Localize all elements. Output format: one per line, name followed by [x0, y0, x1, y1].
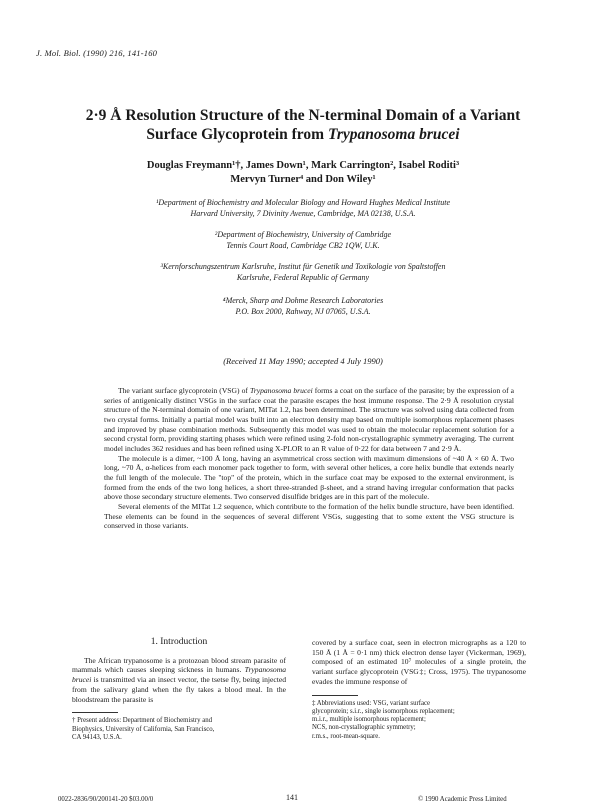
footnote-abbreviations: [312, 700, 526, 741]
paper-title: [70, 106, 536, 144]
footnote-line: ‡ Abbreviations used: VSG, variant surface: [312, 699, 431, 707]
footnote-line: CA 94143, U.S.A.: [72, 733, 122, 741]
footnote-line: NCS, non-crystallographic symmetry;: [312, 724, 416, 732]
abstract-p1-text-a: The variant surface glycoprotein (VSG) of: [118, 386, 250, 395]
affiliation-2-line-1: ²Department of Biochemistry, University of Cambridge: [214, 230, 392, 239]
abstract-p1-organism: Trypanosoma brucei: [249, 386, 313, 395]
intro-left-text-a: The African trypanosome is a protozoan blood stream parasite of mammals which causes sleeping sickness in humans.: [72, 655, 286, 675]
affiliation-1-line-1: ¹Department of Biochemistry and Molecular Biology and Howard Hughes Medical Institute: [155, 198, 451, 207]
affiliation-3: [70, 261, 536, 283]
footer-copyright: © 1990 Academic Press Limited: [418, 796, 507, 803]
received-dates: (Received 11 May 1990; accepted 4 July 1990): [223, 356, 383, 366]
footnote-line: Biophysics, University of California, San Francisco,: [72, 725, 215, 733]
right-column: [312, 638, 526, 741]
running-head: J. Mol. Biol. (1990) 216, 141-160: [36, 48, 158, 58]
footnote-divider: [312, 695, 358, 696]
affiliation-3-line-2: Karlsruhe, Federal Republic of Germany: [236, 273, 370, 282]
authors-line-1: Douglas Freymann¹†, James Down¹, Mark Carrington², Isabel Roditi³: [146, 160, 460, 171]
section-heading: 1. Introduction: [150, 637, 208, 647]
title-main: 2·9 Å Resolution Structure of the N-terminal Domain of a Variant Surface Glycoprotein from: [85, 107, 521, 143]
affiliation-3-line-1: ³Kernforschungszentrum Karlsruhe, Institut für Genetik und Toxikologie von Spaltstoffen: [160, 262, 446, 271]
intro-left-text-b: is transmitted via an insect vector, the tsetse fly, being injected from the salivary gland when the fly takes a blood meal. In the bloodstream the parasite is: [72, 675, 286, 704]
footnote-present-address: [72, 717, 286, 742]
affiliation-1-line-2: Harvard University, 7 Divinity Avenue, Cambridge, MA 02138, U.S.A.: [190, 209, 416, 218]
footnote-line: m.i.r., multiple isomorphous replacement;: [312, 716, 426, 724]
footer-issn: 0022-2836/90/200141-20 $03.00/0: [58, 796, 154, 803]
footnote-divider: [72, 712, 118, 713]
page-number: 141: [286, 793, 298, 802]
intro-left-organism: Trypanosoma brucei: [72, 665, 286, 685]
affiliation-4-line-2: P.O. Box 2000, Rahway, NJ 07065, U.S.A.: [235, 307, 371, 316]
abstract-paragraph-3: Several elements of the MITat 1.2 sequence, which contribute to the formation of the helix bundle structure, have been identified. These elements can be found in the sequences of several different VSGs, suggesting that to some extent the VSG structure is conserved in those variants.: [104, 501, 514, 531]
abstract: [104, 386, 514, 531]
footnote-line: r.m.s., root-mean-square.: [312, 732, 380, 740]
footnote-line: glycoprotein; s.i.r., single isomorphous replacement;: [312, 707, 455, 715]
authors-line-2: Mervyn Turner⁴ and Don Wiley¹: [230, 174, 376, 185]
affiliation-4: [70, 295, 536, 317]
footnote-line: † Present address: Department of Biochemistry and: [72, 717, 213, 725]
title-organism: Trypanosoma brucei: [327, 126, 460, 143]
intro-right-paragraph: covered by a surface coat, seen in electron micrographs as a 120 to 150 Å (1 Å = 0·1 nm) thick electron dense layer (Vickerman, 1969), composed of an estimated 10⁷ molecules of a single protein, the variant surface glycoprotein (VSG‡; Cross, 1975). The trypanosome evades the immune response of: [312, 638, 526, 686]
affiliation-4-line-1: ⁴Merck, Sharp and Dohme Research Laboratories: [222, 296, 384, 305]
affiliation-2: [70, 229, 536, 251]
author-list: [80, 159, 526, 187]
intro-left-paragraph: [72, 656, 286, 705]
left-column: [72, 638, 286, 742]
abstract-paragraph-2: The molecule is a dimer, ~100 Å long, having an asymmetrical cross section with maximum dimensions of ~40 Å × 60 Å. Two long, ~70 Å, α-helices from each monomer pack together to form, with several other helices, a core helix bundle that extends nearly the full length of the molecule. The "top" of the protein, which in the surface coat may be exposed to the external environment, is formed from the ends of the two long helices, a short three-stranded β-sheet, and a strand having irregular conformation that packs above those secondary structure elements. Two conserved disulfide bridges are in this part of the molecule.: [104, 453, 514, 502]
affiliation-1: [70, 197, 536, 219]
abstract-paragraph-1: [104, 386, 514, 454]
affiliation-2-line-2: Tennis Court Road, Cambridge CB2 1QW, U.K.: [226, 241, 380, 250]
abstract-p1-text-b: forms a coat on the surface of the parasite; by the expression of a series of antigenically distinct VSGs in the surface coat the parasite escapes the host immune response. The 2·9 Å resolution crystal structure of the N-terminal domain of one variant, MITat 1.2, has been determined. The structure was solved using data collected from two crystal forms. Initially a partial model was built into an electron density map based on multiple isomorphous replacement phases and improved by phase combination methods. Subsequently this model was used to obtain the molecular replacement solution for a second crystal form, providing starting phases which were refined using 2-fold non-crystallographic symmetry averaging. The current model includes 362 residues and has been refined using X-PLOR to an R value of 0·22 for data between 7 and 2·9 Å.: [104, 386, 514, 453]
